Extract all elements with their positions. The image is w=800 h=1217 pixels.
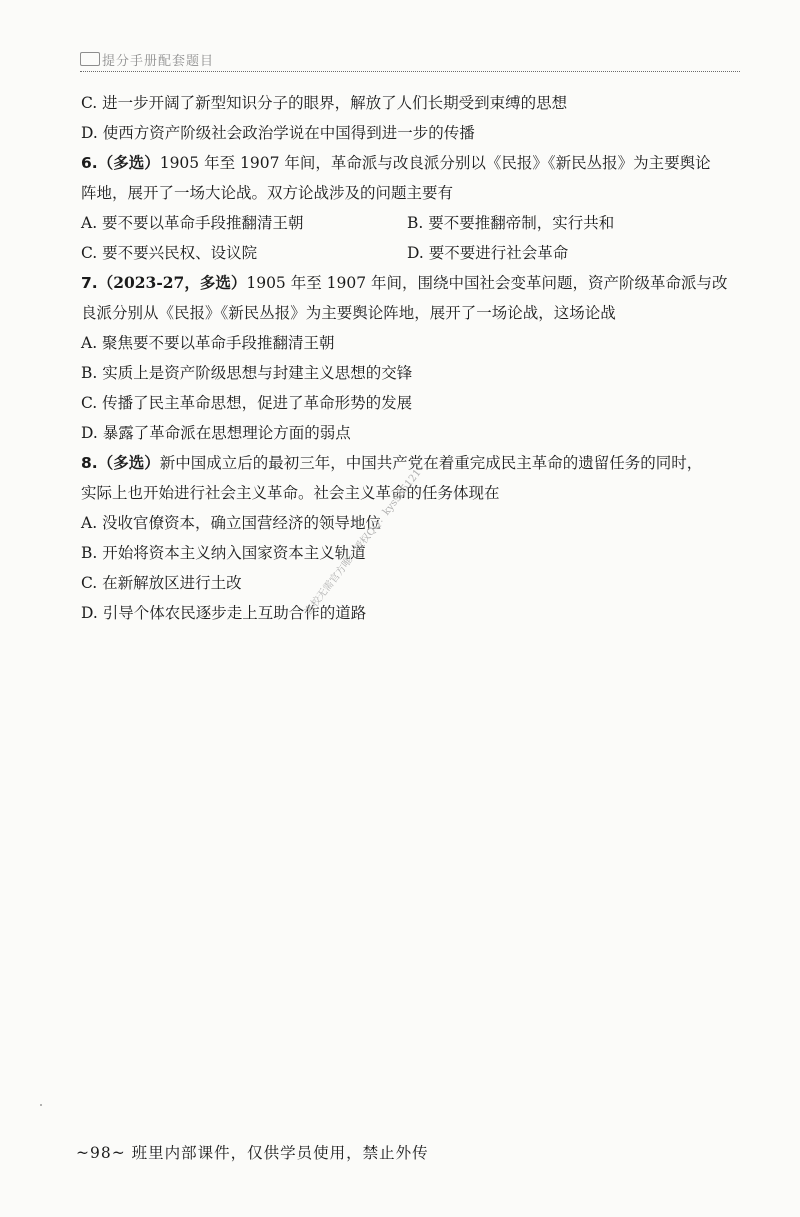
q5-option-c: C. 进一步开阔了新型知识分子的眼界，解放了人们长期受到束缚的思想 [81, 94, 568, 112]
q6-number: 6. [81, 154, 98, 172]
q6-option-c: C. 要不要兴民权、设议院 [81, 244, 258, 262]
q8-option-c: C. 在新解放区进行土改 [81, 574, 242, 592]
q8-stem-line2: 实际上也开始进行社会主义革命。社会主义革命的任务体现在 [81, 484, 500, 502]
q7-tag: （2023-27，多选） [97, 273, 247, 292]
header-divider [80, 71, 740, 72]
q5-option-d: D. 使西方资产阶级社会政治学说在中国得到进一步的传播 [81, 124, 475, 142]
q7-stem-line1 [81, 268, 731, 298]
q6-stem-line1 [81, 148, 731, 178]
q8-option-d: D. 引导个体农民逐步走上互助合作的道路 [81, 604, 367, 622]
watermark: 盗校无需官方唯一授权QQ：kys985121 [303, 467, 424, 618]
q6-option-d: D. 要不要进行社会革命 [407, 244, 569, 262]
q6-option-b: B. 要不要推翻帝制，实行共和 [407, 214, 615, 232]
q7-option-a: A. 聚焦要不要以革命手段推翻清王朝 [81, 334, 335, 352]
q6-options-row1 [81, 208, 731, 238]
q6-option-a: A. 要不要以革命手段推翻清王朝 [81, 214, 304, 232]
q8-stem-text1: 新中国成立后的最初三年，中国共产党在着重完成民主革命的遗留任务的同时， [159, 454, 703, 472]
q7-stem-text1: 1905 年至 1907 年间，围绕中国社会变革问题，资产阶级革命派与改 [246, 274, 728, 292]
q8-option-a: A. 没收官僚资本，确立国营经济的领导地位 [81, 514, 382, 532]
q7-number: 7. [81, 274, 98, 292]
q6-options-row2 [81, 238, 731, 268]
page-number: ~98~ [76, 1144, 126, 1162]
q7-stem-line2: 良派分别从《民报》《新民丛报》为主要舆论阵地，展开了一场论战，这场论战 [81, 304, 616, 322]
q6-stem-text1: 1905 年至 1907 年间，革命派与改良派分别以《民报》《新民丛报》为主要舆论 [159, 154, 711, 172]
q7-option-d: D. 暴露了革命派在思想理论方面的弱点 [81, 424, 351, 442]
header-title: 提分手册配套题目 [102, 54, 215, 69]
q7-option-b: B. 实质上是资产阶级思想与封建主义思想的交锋 [81, 364, 413, 382]
footer-notice: 班里内部课件，仅供学员使用，禁止外传 [131, 1144, 429, 1162]
q8-option-b: B. 开始将资本主义纳入国家资本主义轨道 [81, 544, 366, 562]
page-header [80, 50, 214, 69]
q8-number: 8. [81, 454, 98, 472]
q6-stem-line2: 阵地，展开了一场大论战。双方论战涉及的问题主要有 [81, 184, 454, 202]
q6-tag: （多选） [97, 153, 160, 172]
scan-speck [40, 1104, 42, 1106]
question-content [81, 88, 731, 628]
q7-option-c: C. 传播了民主革命思想，促进了革命形势的发展 [81, 394, 413, 412]
book-logo-icon [80, 52, 100, 66]
q8-tag: （多选） [97, 453, 160, 472]
page-footer [76, 1141, 429, 1163]
